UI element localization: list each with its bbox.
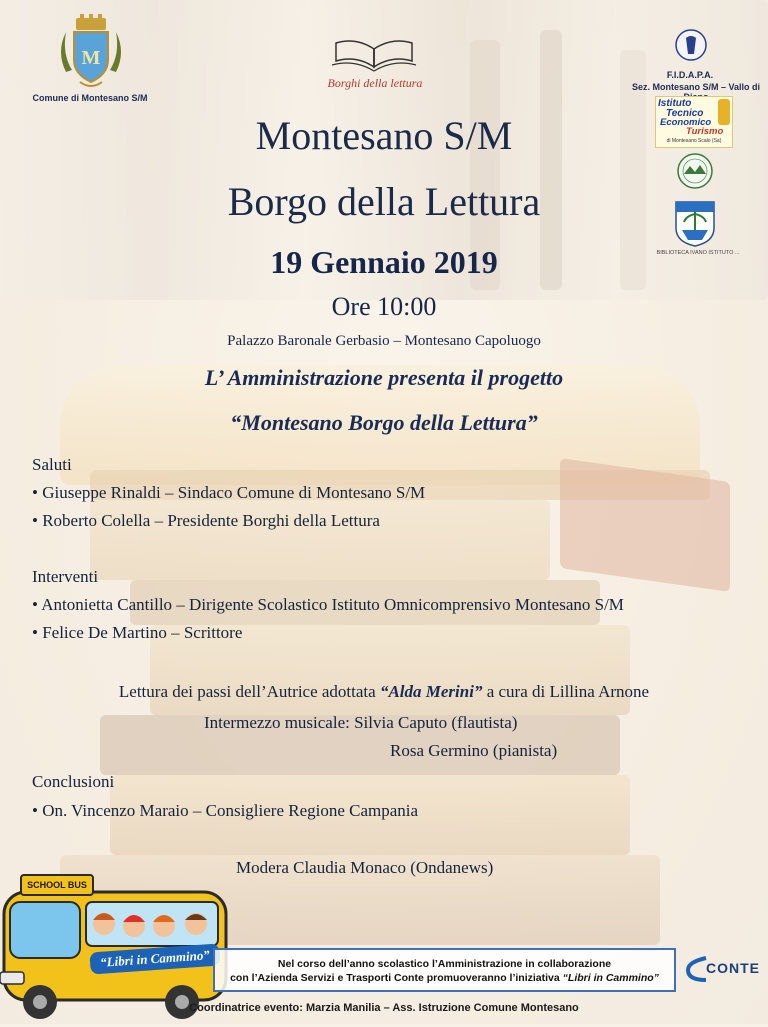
istituto-line3: Economico [660, 117, 712, 128]
conclusioni-heading: Conclusioni [32, 772, 115, 791]
info-line2 [215, 971, 674, 985]
coordinator-line: Coordinatrice evento: Marzia Manilia – Ass. Istruzione Comune Montesano [189, 1002, 579, 1014]
intermezzo-line1: Intermezzo musicale: Silvia Caputo (flautista) [204, 713, 518, 732]
fidapa-caption: Sez. Montesano S/M – Vallo di [631, 82, 761, 92]
lettura-line [0, 682, 768, 702]
interventi-heading: Interventi [32, 567, 99, 586]
page-title-line1: Montesano S/M [255, 113, 513, 158]
saluti-item: • Giuseppe Rinaldi – Sindaco Comune di Montesano S/M [32, 483, 425, 503]
comune-crest-logo [52, 12, 130, 92]
page-title-line2: Borgo della Lettura [227, 179, 541, 224]
event-venue: Palazzo Baronale Gerbasio – Montesano Capoluogo [227, 333, 541, 349]
lettura-suffix: a cura di Lillina Arnone [482, 682, 650, 701]
fidapa-logo [674, 28, 708, 62]
school-bus-illustration [0, 862, 240, 1022]
school-bus-sign: SCHOOL BUS [20, 874, 94, 896]
libri-in-cammino-banner: “Libri in Cammino” [89, 943, 220, 974]
info-line1: Nel corso dell’anno scolastico l’Amministrazione in collaborazione [277, 958, 612, 970]
conte-brand: CONTE [706, 960, 760, 976]
open-book-logo [330, 35, 418, 75]
conte-logo [684, 952, 764, 988]
borghi-caption: Borghi della lettura [327, 76, 423, 90]
presents-line: L’ Amministrazione presenta il progetto [204, 365, 564, 390]
istituto-line5: di Montesano Scalo (Sa) [666, 138, 722, 144]
lettura-prefix: Lettura dei passi dell’Autrice adottata [118, 682, 380, 701]
info-line2-initiative: “Libri in Cammino” [562, 972, 659, 984]
comune-caption: Comune di Montesano S/M [32, 93, 148, 103]
svg-text:M: M [81, 47, 101, 69]
istituto-line4: Turismo [686, 126, 724, 137]
istituto-line1: Istituto [658, 98, 692, 109]
project-title: “Montesano Borgo della Lettura” [230, 410, 538, 435]
saluti-item: • Roberto Colella – Presidente Borghi della Lettura [32, 511, 380, 531]
moderator-line: Modera Claudia Monaco (Ondanews) [236, 858, 494, 877]
initiative-info-box [213, 948, 676, 992]
biblioteca-caption: BIBLIOTECA IVANO ISTITUTO ... [656, 250, 740, 256]
event-time: Ore 10:00 [331, 292, 437, 321]
istituto-line2: Tecnico [666, 108, 704, 119]
lettura-author: “Alda Merini” [379, 682, 483, 701]
conclusioni-item: • On. Vincenzo Maraio – Consigliere Regione Campania [32, 801, 418, 821]
saluti-heading: Saluti [32, 455, 72, 474]
interventi-item: • Felice De Martino – Scrittore [32, 623, 242, 643]
intermezzo-line2: Rosa Germino (pianista) [390, 741, 558, 760]
event-date: 19 Gennaio 2019 [270, 244, 498, 280]
info-line2-prefix: con l’Azienda Servizi e Trasporti Conte promuoveranno l’iniziativa [230, 972, 563, 984]
interventi-item: • Antonietta Cantillo – Dirigente Scolastico Istituto Omnicomprensivo Montesano S/M [32, 595, 624, 615]
fidapa-name: F.I.D.A.P.A. [666, 70, 714, 80]
